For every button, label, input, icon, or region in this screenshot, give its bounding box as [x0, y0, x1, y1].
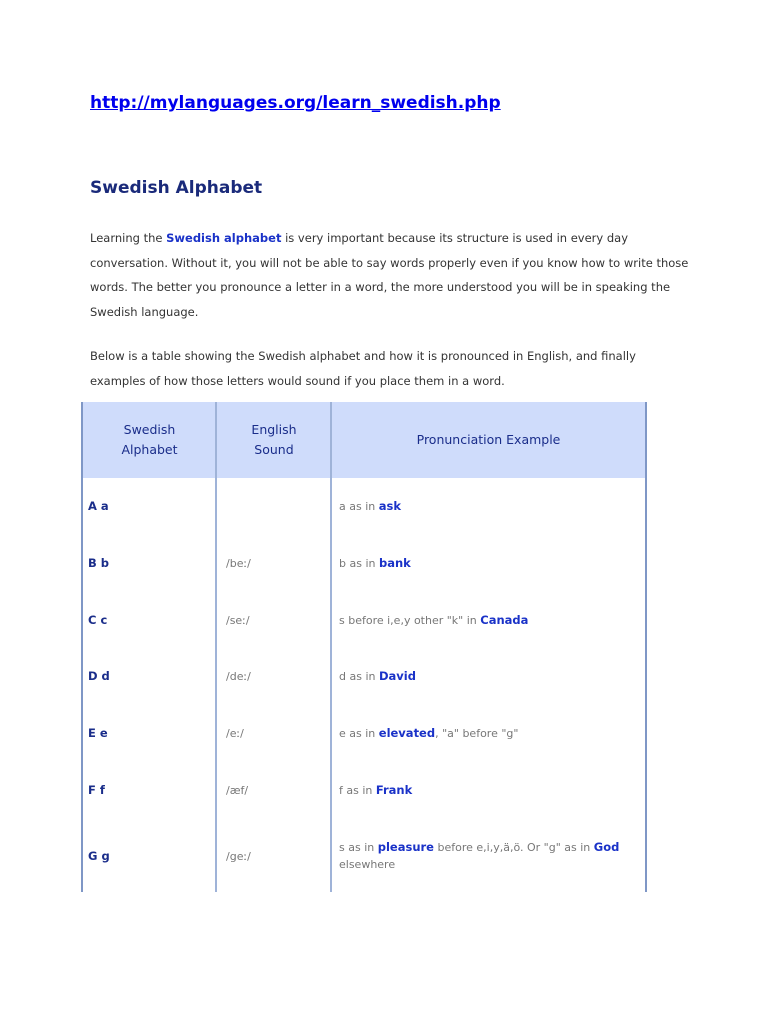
table-row-pronunciation: [339, 725, 518, 742]
table-row-sound: /eː/: [226, 727, 244, 740]
header-pronunciation-label: Pronunciation Example: [416, 432, 561, 447]
example-word-link[interactable]: bank: [378, 556, 411, 570]
table-row-pronunciation: [339, 612, 528, 629]
table-border-right: [645, 402, 647, 892]
table-row-sound: /geː/: [226, 850, 251, 863]
table-row-pronunciation: [339, 668, 416, 685]
table-row-letter: C c: [88, 613, 108, 627]
source-url-link[interactable]: http://mylanguages.org/learn_swedish.php: [90, 93, 501, 113]
header-english-sound: [217, 402, 331, 478]
pron-text: d as in: [339, 670, 379, 683]
intro-paragraph-1: [90, 226, 690, 325]
table-row-letter: G g: [88, 849, 110, 863]
swedish-alphabet-link[interactable]: Swedish alphabet: [166, 231, 282, 245]
header-alphabet-line-2: Alphabet: [121, 442, 178, 457]
table-row-pronunciation: [339, 498, 401, 515]
table-row-pronunciation: [339, 782, 412, 799]
table-row-pronunciation: [339, 555, 411, 572]
table-row-sound: /æf/: [226, 784, 249, 797]
table-row-letter: B b: [88, 556, 110, 570]
intro-paragraph-2: Below is a table showing the Swedish alphabet and how it is pronounced in English, and finally examples of how those letters would sound if you place them in a word.: [90, 349, 636, 388]
table-row-sound: /seː/: [226, 614, 250, 627]
example-word-link[interactable]: elevated: [378, 726, 436, 740]
table-row-letter: A a: [88, 499, 109, 513]
header-sound-line-1: English: [251, 422, 297, 437]
pron-text: a as in: [339, 500, 379, 513]
pron-text: f as in: [339, 784, 376, 797]
alphabet-table: [81, 402, 647, 892]
example-word-link[interactable]: Frank: [375, 783, 413, 797]
header-pronunciation-example: [332, 402, 645, 478]
example-word-link[interactable]: Canada: [480, 613, 529, 627]
table-row-letter: F f: [88, 783, 105, 797]
pron-text: s before i,e,y other "k" in: [339, 614, 481, 627]
table-row-letter: D d: [88, 669, 110, 683]
table-row-sound: /beː/: [226, 557, 251, 570]
intro-text-after: is very important because its structure is used in every day conversation. Without it, you will not be able to say words properly even if you know how to write those words. The better you pronounce a letter in a word, the more understood you will be in speaking the Swedish language.: [90, 231, 689, 320]
pron-text: s as in: [339, 841, 378, 854]
pron-text: b as in: [339, 557, 379, 570]
table-row-pronunciation: [339, 839, 639, 873]
header-swedish-alphabet: [83, 402, 216, 478]
pron-text-after: , "a" before "g": [435, 727, 519, 740]
table-row-sound: /deː/: [226, 670, 251, 683]
page-title: Swedish Alphabet: [90, 178, 263, 198]
example-word-link[interactable]: ask: [378, 499, 401, 513]
pron-text-middle: before e,i,y,ä,ö. Or "g" as in: [433, 841, 594, 854]
header-alphabet-line-1: Swedish: [123, 422, 176, 437]
pron-text: e as in: [339, 727, 379, 740]
example-word-link-2[interactable]: God: [593, 840, 620, 854]
header-sound-line-2: Sound: [254, 442, 294, 457]
table-row-letter: E e: [88, 726, 108, 740]
example-word-link[interactable]: pleasure: [377, 840, 434, 854]
example-word-link[interactable]: David: [378, 669, 416, 683]
pron-text-after: elsewhere: [339, 858, 396, 871]
intro-text-before: Learning the: [90, 231, 167, 245]
